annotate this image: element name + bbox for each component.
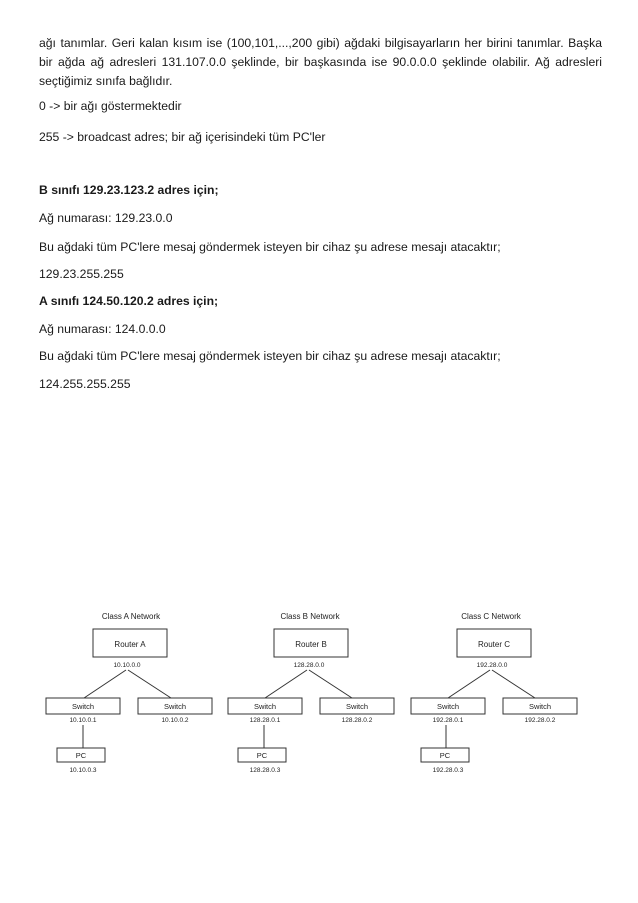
class-b-title: Class B Network (280, 612, 340, 621)
switch-b1-label: Switch (253, 702, 277, 711)
pc-a-ip: 10.10.0.3 (69, 767, 97, 774)
router-a-ip: 10.10.0.0 (113, 662, 141, 669)
router-b-ip: 128.28.0.0 (293, 662, 325, 669)
switch-a1-ip: 10.10.0.1 (69, 717, 97, 724)
switch-b1-ip: 128.28.0.1 (249, 717, 281, 724)
class-a-title: Class A Network (101, 612, 161, 621)
class-b-broadcast-text: Bu ağdaki tüm PC'lere mesaj göndermek isteyen bir cihaz şu adrese mesajı atacaktır; (39, 240, 501, 254)
switch-a2-label: Switch (163, 702, 187, 711)
switch-c1-label: Switch (436, 702, 460, 711)
pc-b-ip: 128.28.0.3 (249, 767, 281, 774)
class-b-heading: B sınıfı 129.23.123.2 adres için; (39, 183, 219, 197)
intro-paragraph: ağı tanımlar. Geri kalan kısım ise (100,101,...,200 gibi) ağdaki bilgisayarların her birini tanımlar. Başka bir ağda ağ adresleri 131.107.0.0 şeklinde, bir başkasında ise 90.0.0.0 şeklinde olabilir. Ağ adresleri seçtiğimiz sınıfa bağlıdır. (39, 36, 602, 88)
switch-c2-label: Switch (528, 702, 552, 711)
switch-b2-ip: 128.28.0.2 (341, 717, 373, 724)
class-a-broadcast-address: 124.255.255.255 (39, 377, 131, 391)
link-router-b-switch2 (309, 670, 352, 698)
network-diagram (0, 600, 638, 780)
class-c-title: Class C Network (461, 612, 521, 621)
line-zero: 0 -> bir ağı göstermektedir (39, 99, 182, 113)
switch-a2-ip: 10.10.0.2 (161, 717, 189, 724)
class-c-network-group (411, 612, 577, 774)
pc-a-label: PC (75, 751, 87, 760)
link-router-b-switch1 (265, 670, 307, 698)
link-router-a-switch1 (84, 670, 126, 698)
switch-c2-ip: 192.28.0.2 (524, 717, 556, 724)
switch-b2-label: Switch (345, 702, 369, 711)
class-b-network: Ağ numarası: 129.23.0.0 (39, 211, 173, 225)
class-a-heading: A sınıfı 124.50.120.2 adres için; (39, 294, 219, 308)
router-c-label: Router C (477, 640, 511, 649)
class-a-network-group (46, 612, 212, 774)
class-a-broadcast-text: Bu ağdaki tüm PC'lere mesaj göndermek isteyen bir cihaz şu adrese mesajı atacaktır; (39, 349, 501, 363)
link-router-c-switch1 (448, 670, 490, 698)
class-b-network-group (228, 612, 394, 774)
class-b-broadcast-address: 129.23.255.255 (39, 267, 124, 281)
router-b-label: Router B (295, 640, 327, 649)
pc-c-ip: 192.28.0.3 (432, 767, 464, 774)
switch-a1-label: Switch (71, 702, 95, 711)
switch-c1-ip: 192.28.0.1 (432, 717, 464, 724)
pc-c-label: PC (439, 751, 451, 760)
line-broadcast: 255 -> broadcast adres; bir ağ içerisindeki tüm PC'ler (39, 130, 326, 144)
pc-b-label: PC (256, 751, 268, 760)
class-a-network: Ağ numarası: 124.0.0.0 (39, 322, 166, 336)
router-c-ip: 192.28.0.0 (476, 662, 508, 669)
link-router-a-switch2 (128, 670, 171, 698)
link-router-c-switch2 (492, 670, 535, 698)
router-a-label: Router A (114, 640, 146, 649)
